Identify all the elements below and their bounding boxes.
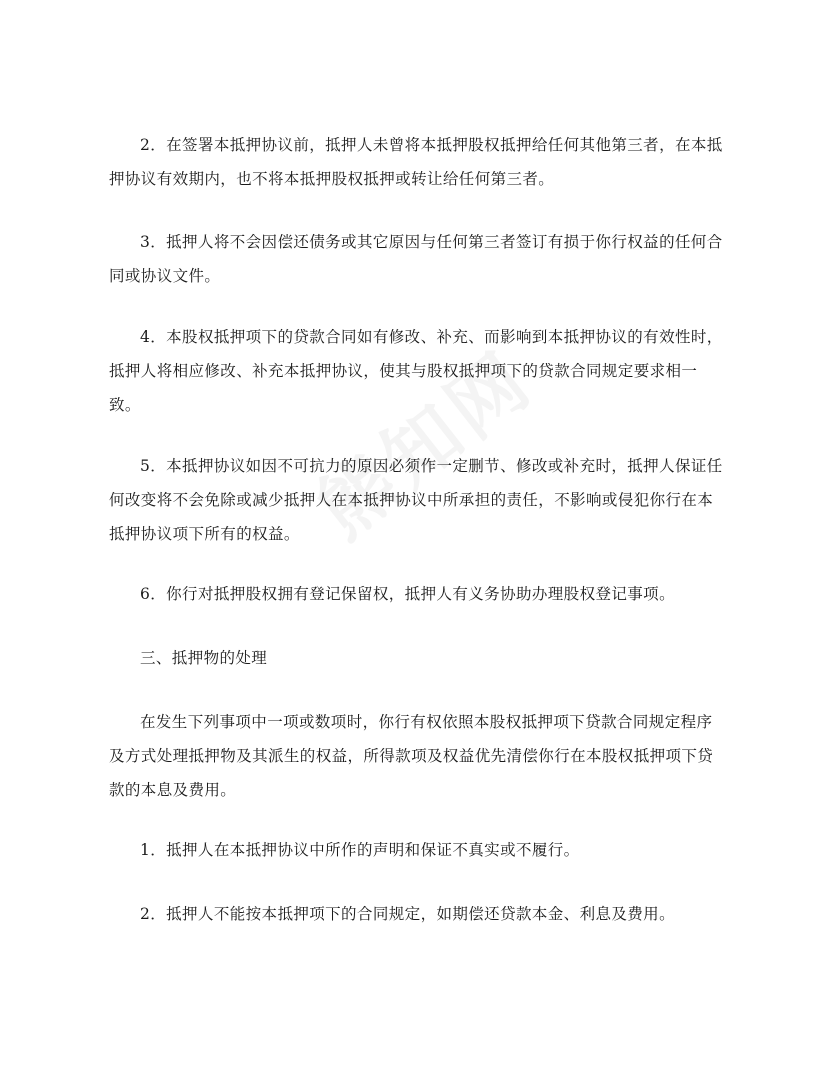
paragraph-event-1: 1．抵押人在本抵押协议中所作的声明和保证不真实或不履行。 <box>140 841 580 859</box>
paragraph-clause-6: 6．你行对抵押股权拥有登记保留权，抵押人有义务协助办理股权登记事项。 <box>140 585 675 603</box>
paragraph-clause-3: 3．抵押人将不会因偿还债务或其它原因与任何第三者签订有损于你行权益的任何合同或协议文件。 <box>109 233 723 285</box>
paragraph-event-2: 2．抵押人不能按本抵押项下的合同规定，如期偿还贷款本金、利息及费用。 <box>140 905 675 923</box>
paragraph-clause-5: 5．本抵押协议如因不可抗力的原因必须作一定删节、修改或补充时，抵押人保证任何改变将不会免除或减少抵押人在本抵押协议中所承担的责任，不影响或侵犯你行在本抵押协议项下所有的权益。 <box>109 457 723 543</box>
section-heading-collateral-disposal: 三、抵押物的处理 <box>140 649 268 667</box>
paragraph-disposal-intro: 在发生下列事项中一项或数项时，你行有权依照本股权抵押项下贷款合同规定程序及方式处理抵押物及其派生的权益，所得款项及权益优先清偿你行在本股权抵押项下贷款的本息及费用。 <box>109 713 714 799</box>
paragraph-clause-2: 2．在签署本抵押协议前，抵押人未曾将本抵押股权抵押给任何其他第三者，在本抵押协议有效期内，也不将本抵押股权抵押或转让给任何第三者。 <box>109 136 723 188</box>
paragraph-clause-4: 4．本股权抵押项下的贷款合同如有修改、补充、而影响到本抵押协议的有效性时，抵押人将相应修改、补充本抵押协议，使其与股权抵押项下的贷款合同规定要求相一致。 <box>109 328 723 414</box>
